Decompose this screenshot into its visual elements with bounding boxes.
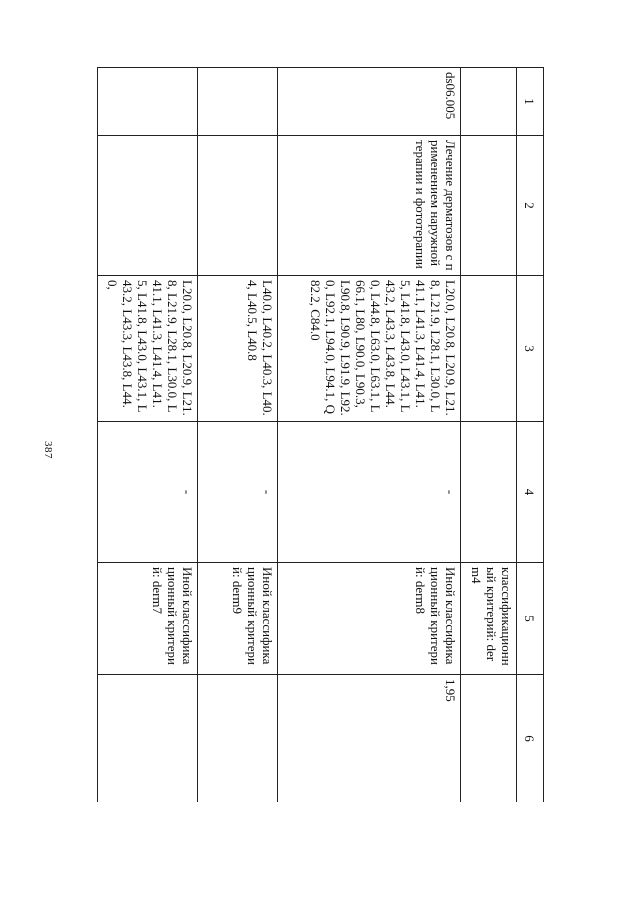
code-cell bbox=[198, 68, 278, 136]
table-container bbox=[70, 67, 544, 802]
header-cell: 1 bbox=[517, 68, 544, 136]
criterion-cell: Иной классификационный критерий: derm7 bbox=[98, 563, 198, 675]
table-row bbox=[461, 68, 517, 803]
header-cell: 5 bbox=[517, 563, 544, 675]
tariff-table bbox=[97, 67, 544, 802]
service-cell bbox=[461, 422, 517, 563]
criterion-cell: Иной классификационный критерий: derm9 bbox=[198, 563, 278, 675]
code-cell: ds06.005 bbox=[278, 68, 461, 136]
coefficient-cell bbox=[198, 675, 278, 803]
header-cell: 4 bbox=[517, 422, 544, 563]
table-row bbox=[98, 68, 198, 803]
diagnosis-cell: L20.0, L20.8, L20.9, L21.8, L21.9, L28.1, L30.0, L41.1, L41.3, L41.4, L41.5, L41.8, L43.0, L43.1, L43.2, L43.3, L43.8, L44.0, L44.8, L63.0, L63.1, L66.1, L80, L90.0, L90.3, L90.8, L90.9, L91.9, L92.0, L92.1, L94.0, L94.1, Q82.2, C84.0 bbox=[278, 276, 461, 422]
name-cell bbox=[98, 136, 198, 276]
table-row bbox=[278, 68, 461, 803]
criterion-cell: классификационный критерий: derm4 bbox=[461, 563, 517, 675]
name-cell bbox=[461, 136, 517, 276]
table-header-row bbox=[517, 68, 544, 803]
coefficient-cell bbox=[461, 675, 517, 803]
header-cell: 3 bbox=[517, 276, 544, 422]
diagnosis-cell bbox=[98, 276, 198, 422]
service-cell: - bbox=[98, 422, 198, 563]
header-cell: 6 bbox=[517, 675, 544, 803]
name-cell: Лечение дерматозов с применением наружной терапии и фототерапии bbox=[278, 136, 461, 276]
code-cell bbox=[461, 68, 517, 136]
service-cell: - bbox=[278, 422, 461, 563]
rotated-table-area bbox=[70, 67, 544, 802]
diagnosis-text: L20.0, L20.8, L20.9, L21.8, L21.9, L28.1, L30.0, L41.1, L41.3, L41.4, L41.5, L41.8, L43.0, L43.1, L43.2, L43.3, L43.8, L44.0, bbox=[105, 280, 195, 416]
code-cell bbox=[98, 68, 198, 136]
coefficient-cell: 1,95 bbox=[278, 675, 461, 803]
diagnosis-cell bbox=[461, 276, 517, 422]
header-cell: 2 bbox=[517, 136, 544, 276]
table-row bbox=[198, 68, 278, 803]
name-cell bbox=[198, 136, 278, 276]
coefficient-cell bbox=[98, 675, 198, 803]
service-cell: - bbox=[198, 422, 278, 563]
criterion-cell: Иной классификационный критерий: derm8 bbox=[278, 563, 461, 675]
diagnosis-cell: L40.0, L40.2, L40.3, L40.4, L40.5, L40.8 bbox=[198, 276, 278, 422]
page-number: 387 bbox=[42, 441, 54, 459]
